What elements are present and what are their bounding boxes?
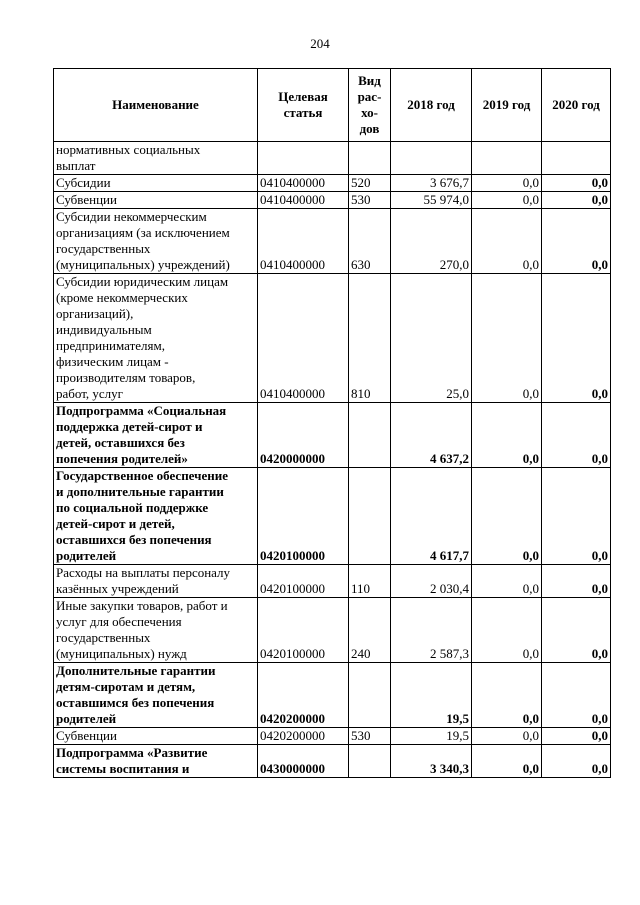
row-name-line: казённых учреждений: [56, 581, 179, 596]
row-name-line: производителям товаров,: [56, 370, 196, 385]
row-name-line: детей-сирот и детей,: [56, 516, 175, 531]
row-name-line: Дополнительные гарантии: [56, 663, 216, 678]
row-expense-kind: [349, 142, 391, 175]
row-name-line: детям-сиротам и детям,: [56, 679, 196, 694]
row-name-line: системы воспитания и: [56, 761, 190, 776]
row-name-line: (муниципальных) учреждений): [56, 257, 230, 272]
row-name-line: Подпрограмма «Социальная: [56, 403, 227, 418]
row-value-2019: 0,0: [472, 565, 542, 598]
row-target-code: 0410400000: [258, 192, 349, 209]
header-2018: 2018 год: [391, 69, 472, 142]
row-value-2019: 0,0: [472, 175, 542, 192]
row-target-code: 0420100000: [258, 468, 349, 565]
row-expense-kind: [349, 745, 391, 778]
row-value-2020: 0,0: [542, 598, 611, 663]
row-expense-kind: 630: [349, 209, 391, 274]
row-expense-kind: [349, 663, 391, 728]
row-name-line: услуг для обеспечения: [56, 614, 182, 629]
table-row: [54, 142, 611, 175]
row-name-line: поддержка детей-сирот и: [56, 419, 203, 434]
row-name-line: родителей: [56, 711, 117, 726]
header-kind: [349, 69, 391, 142]
header-target-line: статья: [283, 105, 323, 120]
row-name: [54, 728, 258, 745]
row-target-code: [258, 142, 349, 175]
row-name-line: Субвенции: [56, 192, 117, 207]
row-value-2018: 2 030,4: [391, 565, 472, 598]
row-value-2019: 0,0: [472, 728, 542, 745]
row-value-2020: 0,0: [542, 468, 611, 565]
row-value-2018: 270,0: [391, 209, 472, 274]
row-target-code: 0420100000: [258, 565, 349, 598]
budget-table: [53, 68, 611, 778]
row-value-2019: 0,0: [472, 209, 542, 274]
row-value-2018: 3 676,7: [391, 175, 472, 192]
row-name: [54, 192, 258, 209]
table-row: [54, 728, 611, 745]
row-value-2020: 0,0: [542, 728, 611, 745]
table-row: [54, 175, 611, 192]
row-name-line: Государственное обеспечение: [56, 468, 228, 483]
row-name-line: и дополнительные гарантии: [56, 484, 224, 499]
table-row: [54, 565, 611, 598]
row-value-2020: 0,0: [542, 274, 611, 403]
row-name: [54, 403, 258, 468]
row-name-line: предпринимателям,: [56, 338, 165, 353]
row-name: [54, 745, 258, 778]
row-value-2020: [542, 142, 611, 175]
row-name-line: Иные закупки товаров, работ и: [56, 598, 228, 613]
row-value-2018: [391, 142, 472, 175]
row-name: [54, 274, 258, 403]
row-name-line: по социальной поддержке: [56, 500, 209, 515]
row-name-line: родителей: [56, 548, 117, 563]
row-value-2020: 0,0: [542, 175, 611, 192]
row-name: [54, 175, 258, 192]
row-value-2019: 0,0: [472, 745, 542, 778]
row-value-2020: 0,0: [542, 663, 611, 728]
row-name-line: нормативных социальных: [56, 142, 201, 157]
header-kind-line: дов: [359, 121, 380, 136]
header-kind-line: рас-: [357, 89, 382, 104]
header-2020: 2020 год: [542, 69, 611, 142]
row-name-line: попечения родителей»: [56, 451, 188, 466]
row-expense-kind: 520: [349, 175, 391, 192]
row-name-line: Расходы на выплаты персоналу: [56, 565, 231, 580]
header-name: Наименование: [54, 69, 258, 142]
row-expense-kind: 110: [349, 565, 391, 598]
table-row: [54, 403, 611, 468]
row-target-code: 0410400000: [258, 175, 349, 192]
row-value-2020: 0,0: [542, 565, 611, 598]
row-target-code: 0420000000: [258, 403, 349, 468]
row-expense-kind: [349, 468, 391, 565]
row-name-line: организаций),: [56, 306, 134, 321]
table-row: [54, 598, 611, 663]
header-kind-line: хо-: [361, 105, 378, 120]
row-target-code: 0420200000: [258, 663, 349, 728]
row-target-code: 0410400000: [258, 209, 349, 274]
row-name-line: Субвенции: [56, 728, 117, 743]
table-row: [54, 192, 611, 209]
row-target-code: 0420100000: [258, 598, 349, 663]
row-name: [54, 142, 258, 175]
row-value-2018: 19,5: [391, 663, 472, 728]
table-row: [54, 209, 611, 274]
row-name-line: работ, услуг: [56, 386, 124, 401]
row-expense-kind: 240: [349, 598, 391, 663]
row-name: [54, 663, 258, 728]
row-name-line: физическим лицам -: [56, 354, 169, 369]
row-name-line: Субсидии: [56, 175, 111, 190]
row-name-line: детей, оставшихся без: [56, 435, 185, 450]
table-body: [54, 142, 611, 778]
row-value-2018: 4 637,2: [391, 403, 472, 468]
row-name-line: государственных: [56, 241, 151, 256]
row-value-2018: 4 617,7: [391, 468, 472, 565]
header-target-line: Целевая: [278, 89, 328, 104]
table-row: [54, 663, 611, 728]
row-target-code: 0430000000: [258, 745, 349, 778]
row-expense-kind: 530: [349, 728, 391, 745]
row-value-2020: 0,0: [542, 192, 611, 209]
row-expense-kind: 810: [349, 274, 391, 403]
row-target-code: 0410400000: [258, 274, 349, 403]
row-value-2019: 0,0: [472, 598, 542, 663]
row-name-line: Подпрограмма «Развитие: [56, 745, 208, 760]
row-value-2019: 0,0: [472, 192, 542, 209]
row-name: [54, 468, 258, 565]
row-value-2020: 0,0: [542, 209, 611, 274]
row-name-line: оставшимся без попечения: [56, 695, 215, 710]
row-name-line: государственных: [56, 630, 151, 645]
row-value-2018: 19,5: [391, 728, 472, 745]
row-name-line: Субсидии некоммерческим: [56, 209, 207, 224]
row-value-2019: 0,0: [472, 468, 542, 565]
row-value-2019: 0,0: [472, 274, 542, 403]
row-value-2020: 0,0: [542, 403, 611, 468]
row-value-2018: 55 974,0: [391, 192, 472, 209]
table-row: [54, 274, 611, 403]
row-value-2019: [472, 142, 542, 175]
row-value-2018: 3 340,3: [391, 745, 472, 778]
row-name-line: выплат: [56, 158, 96, 173]
header-target: [258, 69, 349, 142]
row-value-2018: 2 587,3: [391, 598, 472, 663]
row-value-2018: 25,0: [391, 274, 472, 403]
header-row: [54, 69, 611, 142]
row-expense-kind: [349, 403, 391, 468]
row-name: [54, 598, 258, 663]
row-target-code: 0420200000: [258, 728, 349, 745]
row-name-line: организациям (за исключением: [56, 225, 230, 240]
row-name-line: (муниципальных) нужд: [56, 646, 187, 661]
page-number: 204: [310, 36, 330, 51]
header-kind-line: Вид: [358, 73, 381, 88]
table-row: [54, 745, 611, 778]
row-value-2019: 0,0: [472, 403, 542, 468]
row-name: [54, 565, 258, 598]
row-name-line: индивидуальным: [56, 322, 152, 337]
table-row: [54, 468, 611, 565]
row-expense-kind: 530: [349, 192, 391, 209]
row-value-2020: 0,0: [542, 745, 611, 778]
row-name-line: (кроме некоммерческих: [56, 290, 188, 305]
header-2019: 2019 год: [472, 69, 542, 142]
row-value-2019: 0,0: [472, 663, 542, 728]
row-name-line: оставшихся без попечения: [56, 532, 212, 547]
row-name: [54, 209, 258, 274]
row-name-line: Субсидии юридическим лицам: [56, 274, 229, 289]
